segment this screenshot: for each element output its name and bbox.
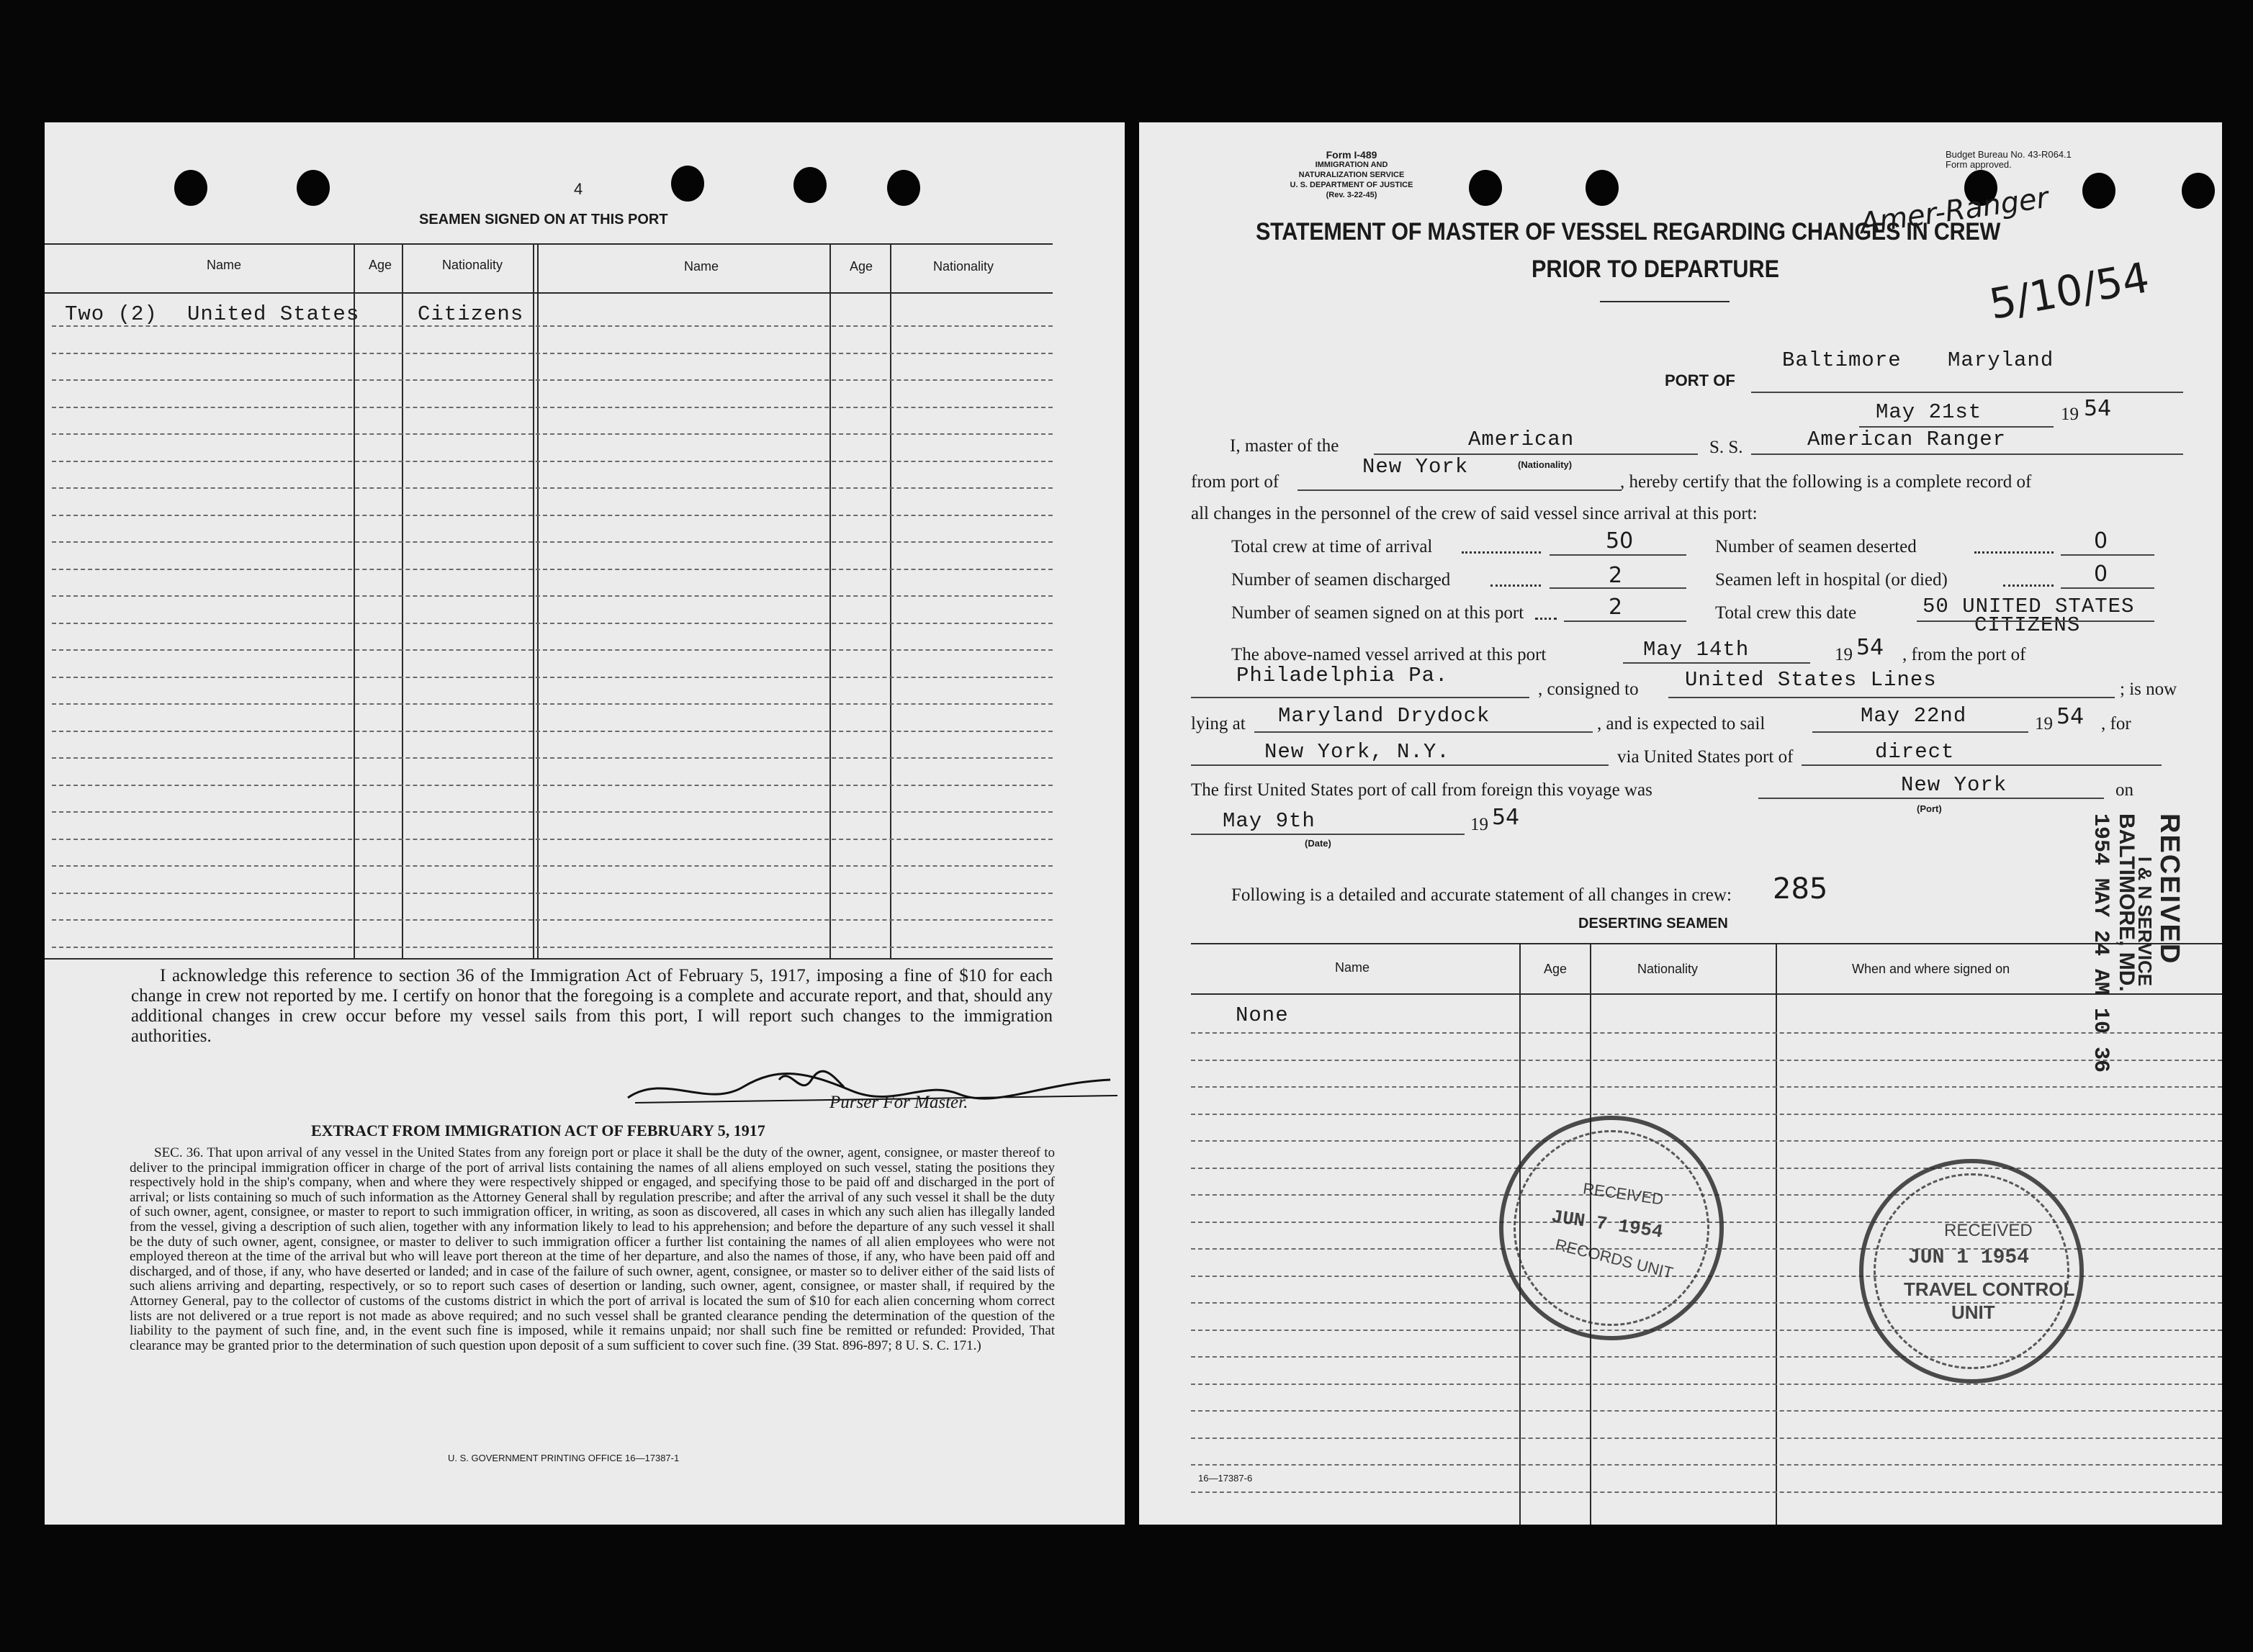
form-subtitle: PRIOR TO DEPARTURE: [1532, 256, 1779, 283]
column-rule: [890, 243, 891, 960]
table-row-rule: [52, 649, 1053, 651]
table-row-rule: [52, 487, 1053, 489]
left-page: [45, 122, 1125, 1525]
column-rule: [533, 243, 534, 960]
stamp-received: RECEIVED: [1581, 1179, 1665, 1209]
discharged-label: Number of seamen discharged: [1231, 570, 1451, 590]
table-row-rule: [52, 623, 1053, 624]
extract-title: EXTRACT FROM IMMIGRATION ACT OF FEBRUARY 5, 1917: [311, 1121, 765, 1139]
hospital-label: Seamen left in hospital (or died): [1715, 570, 1948, 590]
arrived-label: The above-named vessel arrived at this port: [1231, 645, 1547, 664]
statement-year: 54: [2084, 396, 2112, 421]
form-header: [1283, 150, 1420, 200]
table-row-rule: [52, 811, 1053, 813]
printing-office-footer: U. S. GOVERNMENT PRINTING OFFICE 16—17387-1: [448, 1453, 680, 1463]
seamen-signed-title: SEAMEN SIGNED ON AT THIS PORT: [419, 212, 668, 227]
table-row-rule: [52, 569, 1053, 570]
stamp-records-date: JUN 7 1954: [1550, 1206, 1665, 1243]
received-stamp-datetime: 1954 MAY 24 AM 10 36: [2088, 813, 2113, 1073]
handwritten-date: 5/10/54: [1985, 253, 2153, 329]
stamp-travel-unit-line1: TRAVEL CONTROL: [1904, 1278, 2075, 1300]
total-date-label: Total crew this date: [1715, 603, 1857, 623]
arrived-line: [1623, 662, 1810, 664]
stamp-travel-unit-line2: UNIT: [1951, 1301, 1995, 1323]
table-row-rule: [52, 407, 1053, 408]
leader-dots: [1535, 618, 1557, 620]
table-row-rule: [52, 325, 1053, 327]
consignee-line: [1668, 697, 2115, 698]
deserting-row-rule: [1191, 1356, 2222, 1358]
column-header: Name: [684, 259, 719, 274]
total-date-value-2: CITIZENS: [1974, 613, 2081, 637]
total-date-line: [1917, 620, 2154, 622]
port-line: [1751, 392, 2183, 393]
column-rule: [829, 243, 831, 960]
stamp-received: RECEIVED: [1944, 1221, 2033, 1240]
table-row-rule: [52, 433, 1053, 435]
handwritten-number: 285: [1773, 872, 1828, 906]
deserting-row-rule: [1191, 1491, 2222, 1493]
hospital-value: 0: [2094, 561, 2108, 587]
column-rule: [537, 243, 539, 960]
destination-line: [1191, 764, 1609, 766]
first-port-label: The first United States port of call from foreign this voyage was: [1191, 780, 1652, 800]
changes-text: all changes in the personnel of the crew of said vessel since arrival at this port:: [1191, 504, 1758, 523]
sail-year: 54: [2056, 704, 2085, 729]
deserting-row-rule: [1191, 1437, 2222, 1439]
deserting-row-rule: [1191, 1140, 2222, 1142]
expected-label: , and is expected to sail: [1597, 714, 1766, 734]
from-port-of-label: , from the port of: [1902, 645, 2026, 664]
table-row-rule: [52, 515, 1053, 516]
received-stamp-city: BALTIMORE, MD.: [2115, 813, 2139, 992]
extract-body: SEC. 36. That upon arrival of any vessel in the United States from any foreign port or place it shall be the duty of the owner, agent, consignee, or master thereof to deliver to the principal immigration officer in charge of the port of arrival lists containing the names of all aliens employed on such vessel, stating the positions they respectively hold in the ship's company, when and where they were respectively shipped or engaged, and specifying those to be paid off and discharged in the port of arrival; or lists containing so much of such information as the Attorney General shall by regulation prescribe; and after the arrival of any such vessel it shall be the duty of such owner, agent, consignee, or master to report to such immigration officer, in writing, as soon as discovered, all cases in which any such alien has illegally landed from the vessel, giving a description of such alien, together with any information likely to lead to his apprehension; and before the departure of any such vessel it shall be the duty of such owner, agent, consignee, or master to deliver to such immigration officer a further list containing the names of all alien employees who were not employed thereon at the time of the arrival but who will leave port thereon at the time of her departure, and also the names of those, if any, who have been paid off and discharged, and of those, if any, who have deserted or landed; and in case of the failure of such owner, agent, consignee, or master so to deliver either of the said lists of such aliens arriving and departing, respectively, or so to report such cases of desertion or landing, such owner, agent, consignee, or master shall, if required by the Attorney General, pay to the collector of customs of the customs district in which the port of arrival is located the sum of $10 for each alien concerning whom correct lists are not delivered or a true report is not made as above required; and no such vessel shall be granted clearance pending the determination of the question of the liability to the payment of such fine, and, in the event such fine is imposed, while it remains unpaid; nor shall such fine be remitted or refunded: Provided, That clearance may be granted prior to the determination of such question upon deposit of a sum sufficient to cover such fine. (39 Stat. 896-897; 8 U. S. C. 171.): [130, 1145, 1055, 1353]
table-bottom-rule: [45, 958, 1053, 960]
punch-hole: [1586, 170, 1619, 206]
deserted-value: 0: [2094, 528, 2108, 554]
table-top-rule: [45, 243, 1053, 245]
typed-entry-status: Citizens: [418, 302, 524, 326]
hospital-line: [2061, 587, 2154, 589]
sail-line: [1812, 731, 2028, 733]
lying-line: [1254, 731, 1593, 733]
table-row-rule: [52, 865, 1053, 867]
table-row-rule: [52, 785, 1053, 786]
deserting-row-rule: [1191, 1464, 2222, 1466]
leader-dots: [1974, 551, 2054, 554]
column-header: Age: [369, 258, 392, 272]
stamp-travel-date: JUN 1 1954: [1908, 1247, 2030, 1269]
previous-port-line: [1191, 697, 1529, 698]
travel-control-stamp: [1859, 1159, 2084, 1384]
table-row-rule: [52, 731, 1053, 732]
punch-hole: [2082, 173, 2115, 209]
page-number: 4: [574, 180, 583, 198]
received-stamp: [1885, 813, 2185, 1116]
column-header: Nationality: [442, 258, 503, 272]
stamp-ring: [1874, 1173, 2069, 1369]
first-date: May 9th: [1223, 809, 1316, 833]
received-stamp-title: RECEIVED: [2154, 813, 2185, 965]
column-header: Age: [1544, 962, 1568, 976]
punch-hole: [793, 167, 827, 203]
table-header-rule: [45, 292, 1053, 294]
lying-label: lying at: [1191, 714, 1246, 734]
nationality-value: American: [1468, 428, 1575, 451]
column-rule: [354, 243, 355, 960]
signature-caption: Purser For Master.: [829, 1093, 968, 1112]
on-label: on: [2115, 780, 2133, 800]
from-port-line: [1298, 489, 1622, 491]
table-row-rule: [52, 919, 1053, 921]
port-caption: (Port): [1917, 803, 1942, 814]
port-state: Maryland: [1948, 348, 2054, 372]
first-year: 54: [1492, 805, 1520, 830]
agency-name: IMMIGRATION AND NATURALIZATION SERVICE: [1298, 161, 1405, 179]
arrived-date: May 14th: [1643, 638, 1750, 662]
department-name: U. S. DEPARTMENT OF JUSTICE: [1290, 181, 1413, 189]
is-now-label: ; is now: [2120, 680, 2177, 699]
budget-bureau: [1946, 150, 2072, 170]
table-row-rule: [52, 893, 1053, 894]
column-rule: [402, 243, 403, 960]
stamp-records-unit: RECORDS UNIT: [1553, 1235, 1676, 1282]
signed-on-value: 2: [1609, 595, 1623, 620]
punch-hole: [297, 170, 330, 206]
table-row-rule: [52, 595, 1053, 597]
discharged-line: [1550, 587, 1686, 589]
typed-entry-count: Two (2): [65, 302, 158, 326]
received-stamp-service: I & N SERVICE: [2134, 857, 2156, 987]
from-port-value: New York: [1362, 455, 1469, 479]
revision-date: (Rev. 3-22-45): [1326, 191, 1377, 199]
arrived-year: 54: [1856, 635, 1884, 660]
records-unit-stamp: [1499, 1116, 1724, 1340]
punch-hole: [174, 170, 207, 206]
nationality-caption: (Nationality): [1518, 459, 1573, 470]
leader-dots: [2003, 584, 2054, 587]
via-line: [1802, 764, 2162, 766]
form-title: STATEMENT OF MASTER OF VESSEL REGARDING CHANGES IN CREW: [1256, 218, 2001, 245]
date-caption: (Date): [1305, 838, 1331, 849]
total-arrival-label: Total crew at time of arrival: [1231, 537, 1433, 556]
port-city: Baltimore: [1782, 348, 1902, 372]
deserting-row-rule: [1191, 1410, 2222, 1412]
punch-hole: [2182, 173, 2215, 209]
first-date-line: [1191, 834, 1465, 835]
deserting-title: DESERTING SEAMEN: [1578, 916, 1728, 931]
year-prefix: 19: [1470, 815, 1488, 834]
year-prefix: 19: [1835, 645, 1853, 664]
vessel-name: American Ranger: [1807, 428, 2007, 451]
right-page: [1139, 122, 2222, 1525]
form-number: Form I-489: [1326, 149, 1377, 161]
leader-dots: [1490, 584, 1541, 587]
first-port-line: [1758, 798, 2104, 799]
total-date-value: 50 UNITED STATES: [1923, 595, 2135, 618]
lying-at: Maryland Drydock: [1278, 704, 1490, 728]
budget-number: Budget Bureau No. 43-R064.1: [1946, 149, 2072, 160]
consignee: United States Lines: [1685, 668, 1937, 692]
typed-entry-nationality: United States: [187, 302, 360, 326]
column-header: Nationality: [933, 259, 994, 274]
total-arrival-line: [1550, 554, 1686, 556]
for-label: , for: [2101, 714, 2131, 734]
vessel-line: [1751, 453, 2183, 455]
port-of-label: PORT OF: [1665, 371, 1735, 389]
table-row-rule: [52, 947, 1053, 948]
leader-dots: [1462, 551, 1541, 554]
via-port: direct: [1875, 740, 1955, 764]
column-header: Age: [850, 259, 873, 274]
previous-port: Philadelphia Pa.: [1236, 664, 1449, 687]
deserted-line: [2061, 554, 2154, 556]
handwritten-vessel-name: Amer-Ranger: [1858, 181, 2051, 241]
ss-label: S. S.: [1709, 438, 1743, 457]
punch-hole: [1469, 170, 1502, 206]
table-row-rule: [52, 353, 1053, 354]
title-underline: [1600, 301, 1730, 302]
punch-hole: [671, 166, 704, 202]
column-header: When and where signed on: [1852, 962, 2010, 976]
year-prefix: 19: [2035, 714, 2053, 734]
consigned-label: , consigned to: [1538, 680, 1639, 699]
certify-text: , hereby certify that the following is a complete record of: [1620, 472, 2032, 492]
form-footer: 16—17387-6: [1198, 1473, 1253, 1484]
signed-on-label: Number of seamen signed on at this port: [1231, 603, 1524, 623]
first-port: New York: [1901, 773, 2007, 797]
table-row-rule: [52, 757, 1053, 759]
destination: New York, N.Y.: [1264, 740, 1450, 764]
column-header: Nationality: [1637, 962, 1699, 976]
signed-on-line: [1564, 620, 1686, 622]
master-of-label: I, master of the: [1230, 436, 1339, 456]
table-row-rule: [52, 703, 1053, 705]
table-row-rule: [52, 677, 1053, 678]
via-label: via United States port of: [1617, 747, 1794, 767]
form-approved: Form approved.: [1946, 159, 2012, 170]
table-row-rule: [52, 461, 1053, 462]
following-text: Following is a detailed and accurate statement of all changes in crew:: [1231, 885, 1732, 905]
table-row-rule: [52, 541, 1053, 543]
deserting-row-rule: [1191, 1384, 2222, 1385]
deserting-entry: None: [1236, 1003, 1289, 1027]
table-row-rule: [52, 839, 1053, 840]
discharged-value: 2: [1609, 563, 1623, 588]
year-prefix: 19: [2061, 405, 2079, 424]
punch-hole: [887, 170, 920, 206]
total-arrival-value: 50: [1606, 528, 1634, 554]
signature-scrawl: [621, 1058, 1125, 1123]
column-header: Name: [1335, 960, 1370, 975]
deserted-label: Number of seamen deserted: [1715, 537, 1917, 556]
table-row-rule: [52, 379, 1053, 381]
column-header: Name: [207, 258, 242, 272]
sail-date: May 22nd: [1861, 704, 1967, 728]
acknowledgement-text: I acknowledge this reference to section 36 of the Immigration Act of February 5, 1917, imposing a fine of $10 for each change in crew not reported by me. I certify on honor that the foregoing is a complete and accurate report, and that, should any additional changes in crew occur before my vessel sails from this port, I will report such changes to the immigration authorities.: [131, 966, 1053, 1046]
statement-date: May 21st: [1876, 400, 1982, 424]
from-port-label: from port of: [1191, 472, 1280, 492]
